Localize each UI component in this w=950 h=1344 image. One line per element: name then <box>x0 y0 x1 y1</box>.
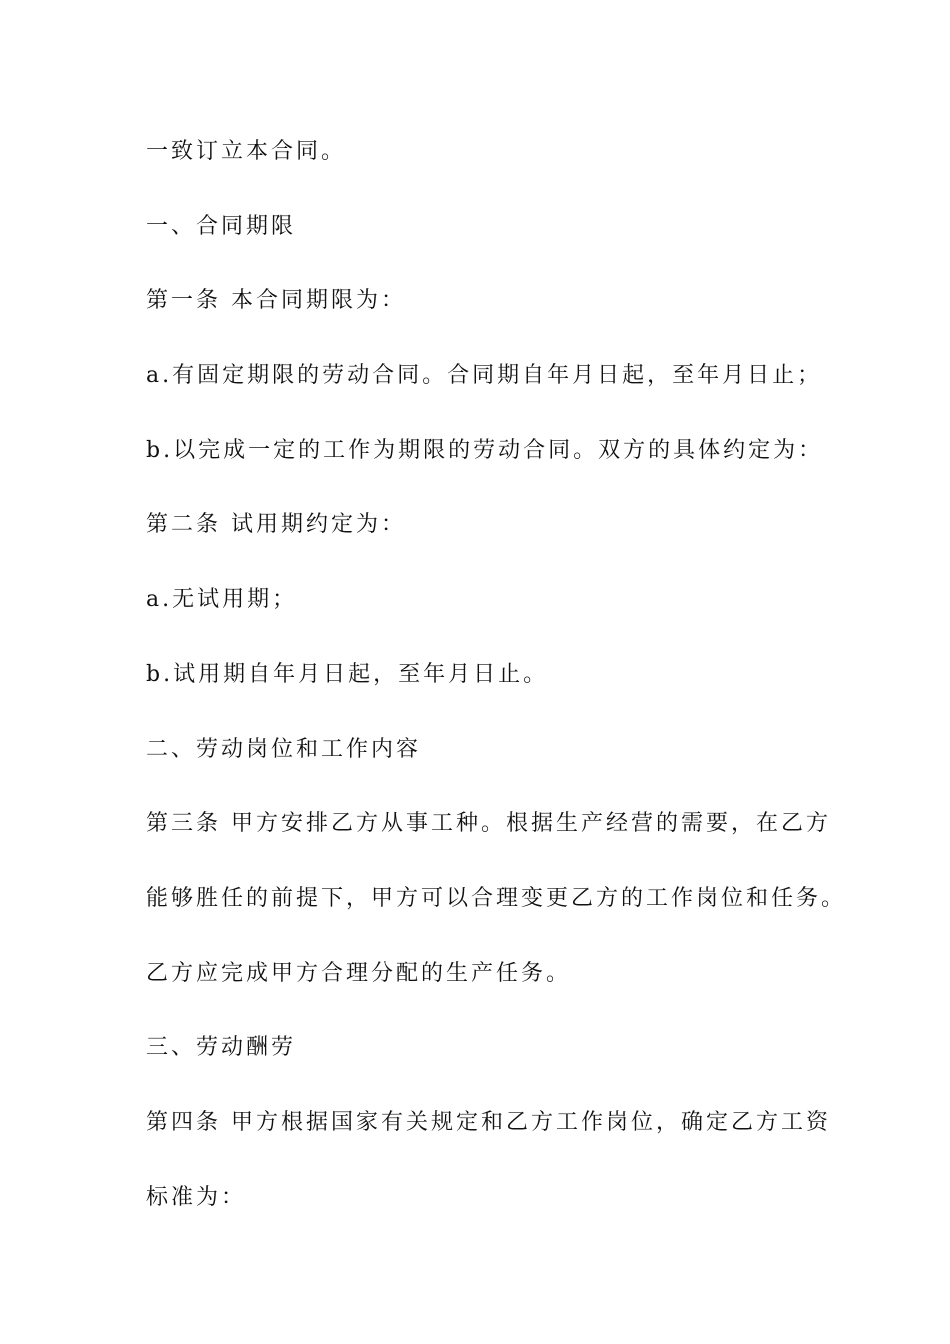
section-heading: 二、劳动岗位和工作内容 <box>146 736 422 762</box>
text-line: b.试用期自年月日起，至年月日止。 <box>146 661 549 687</box>
text-line: a.有固定期限的劳动合同。合同期自年月日起，至年月日止； <box>146 363 823 389</box>
text-line: 第二条 试用期约定为： <box>146 512 406 538</box>
text-line: 乙方应完成甲方合理分配的生产任务。 <box>146 960 572 986</box>
section-heading: 一、合同期限 <box>146 213 297 239</box>
text-line: b.以完成一定的工作为期限的劳动合同。双方的具体约定为： <box>146 437 824 463</box>
contract-text-body <box>146 133 846 1253</box>
text-line: 一致订立本合同。 <box>146 139 347 164</box>
text-line: a.无试用期； <box>146 587 298 613</box>
text-line: 第一条 本合同期限为： <box>146 288 406 314</box>
text-line: 能够胜任的前提下，甲方可以合理变更乙方的工作岗位和任务。 <box>146 885 847 911</box>
text-line: 第四条 甲方根据国家有关规定和乙方工作岗位，确定乙方工资 <box>146 1109 831 1135</box>
text-line: 第三条 甲方安排乙方从事工种。根据生产经营的需要，在乙方 <box>146 811 831 837</box>
text-line: 标准为： <box>146 1184 247 1210</box>
section-heading: 三、劳动酬劳 <box>146 1035 297 1061</box>
